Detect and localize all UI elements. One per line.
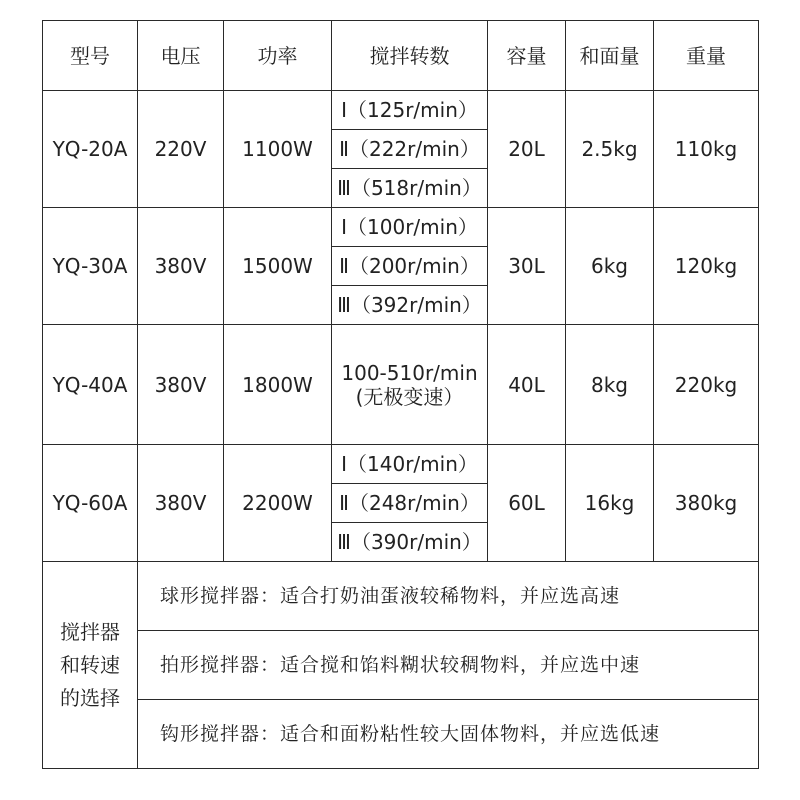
capacity-cell: 20L (488, 91, 566, 208)
dough-cell: 16kg (566, 445, 654, 562)
header-power: 功率 (224, 21, 332, 91)
weight-cell: 380kg (654, 445, 759, 562)
speed-item: Ⅱ（222r/min） (332, 130, 487, 169)
model-cell: YQ-30A (43, 208, 138, 325)
dough-cell: 2.5kg (566, 91, 654, 208)
selection-label-line: 和转速 (60, 652, 120, 677)
capacity-cell: 30L (488, 208, 566, 325)
model-cell: YQ-40A (43, 325, 138, 445)
selection-label-line: 的选择 (60, 685, 120, 710)
speed-item: Ⅲ（390r/min） (337, 530, 482, 554)
weight-cell: 120kg (654, 208, 759, 325)
header-row (43, 21, 759, 91)
model-cell: YQ-20A (43, 91, 138, 208)
speed-range: 100-510r/min (341, 360, 478, 385)
dough-cell: 8kg (566, 325, 654, 445)
header-model: 型号 (43, 21, 138, 91)
header-voltage: 电压 (138, 21, 224, 91)
speed-item: Ⅱ（200r/min） (332, 247, 487, 286)
power-cell: 1100W (224, 91, 332, 208)
table-row (43, 325, 759, 445)
selection-row (43, 700, 759, 769)
header-dough: 和面量 (566, 21, 654, 91)
voltage-cell: 380V (138, 208, 224, 325)
selection-row (43, 631, 759, 700)
speed-list (332, 208, 487, 324)
voltage-cell: 380V (138, 445, 224, 562)
header-capacity: 容量 (488, 21, 566, 91)
flat-beater-description: 拍形搅拌器：适合搅和馅料糊状较稠物料，并应选中速 (138, 631, 759, 700)
power-cell: 2200W (224, 445, 332, 562)
voltage-cell: 380V (138, 325, 224, 445)
power-cell: 1500W (224, 208, 332, 325)
header-weight: 重量 (654, 21, 759, 91)
speed-item: Ⅲ（392r/min） (337, 293, 482, 317)
weight-cell: 110kg (654, 91, 759, 208)
speed-cell (332, 208, 488, 325)
header-speed: 搅拌转数 (332, 21, 488, 91)
selection-row (43, 562, 759, 631)
whisk-description: 球形搅拌器：适合打奶油蛋液较稀物料，并应选高速 (138, 562, 759, 631)
speed-list (332, 445, 487, 561)
power-cell: 1800W (224, 325, 332, 445)
speed-item: Ⅰ（140r/min） (332, 445, 487, 484)
selection-label (43, 562, 138, 769)
speed-cell-variable (332, 325, 488, 445)
speed-cell (332, 91, 488, 208)
speed-item: Ⅲ（518r/min） (337, 176, 482, 200)
dough-hook-description: 钩形搅拌器：适合和面粉粘性较大固体物料，并应选低速 (138, 700, 759, 769)
speed-item: Ⅰ（100r/min） (332, 208, 487, 247)
speed-cell (332, 445, 488, 562)
table-row (43, 445, 759, 562)
speed-note: (无极变速） (355, 384, 464, 409)
table-row (43, 208, 759, 325)
table-row (43, 91, 759, 208)
capacity-cell: 40L (488, 325, 566, 445)
model-cell: YQ-60A (43, 445, 138, 562)
speed-item: Ⅰ（125r/min） (332, 91, 487, 130)
selection-label-line: 搅拌器 (60, 619, 120, 644)
speed-list (332, 91, 487, 207)
capacity-cell: 60L (488, 445, 566, 562)
speed-item: Ⅱ（248r/min） (332, 484, 487, 523)
dough-cell: 6kg (566, 208, 654, 325)
weight-cell: 220kg (654, 325, 759, 445)
voltage-cell: 220V (138, 91, 224, 208)
spec-table (42, 20, 759, 769)
